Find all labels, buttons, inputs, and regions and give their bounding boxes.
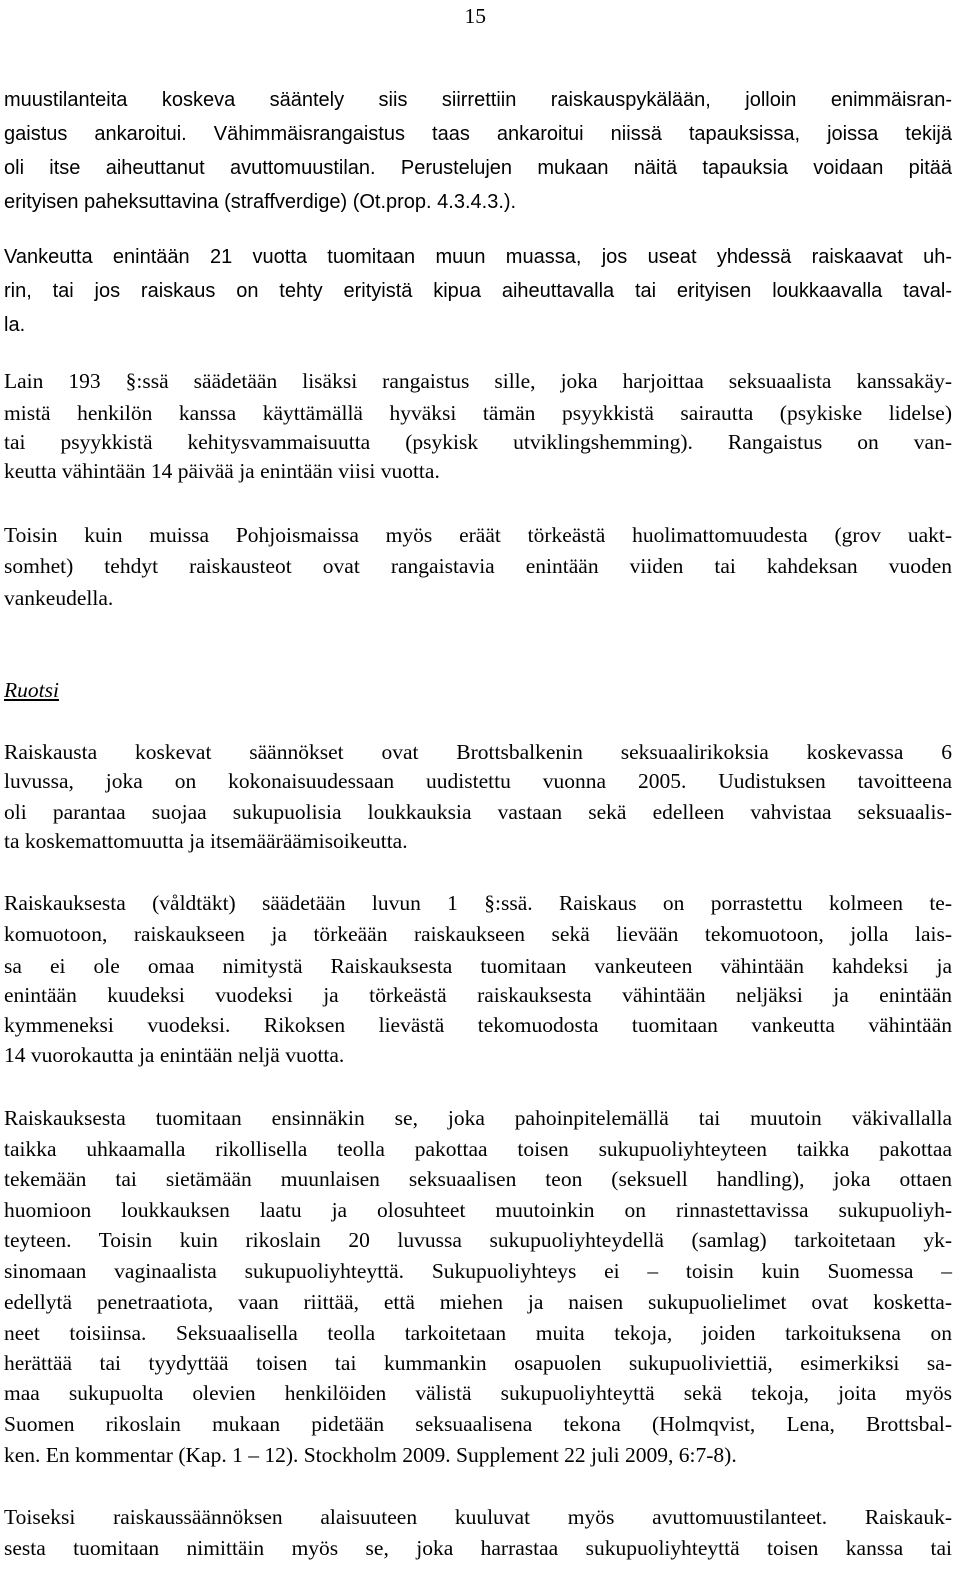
text-line: Lain 193 §:ssä säädetään lisäksi rangaistus sille, joka harjoittaa seksuaalista kanssakäy- xyxy=(4,369,952,393)
text-line: Vankeutta enintään 21 vuotta tuomitaan muun muassa, jos useat yhdessä raiskaavat uh- xyxy=(4,246,952,268)
text-line: oli itse aiheuttanut avuttomuustilan. Perustelujen mukaan näitä tapauksia voidaan pitää xyxy=(4,157,952,179)
text-line: Toisin kuin muissa Pohjoismaissa myös eräät törkeästä huolimattomuudesta (grov uakt- xyxy=(4,523,952,547)
text-line: la. xyxy=(4,314,26,336)
text-line: sesta tuomitaan nimittäin myös se, joka harrastaa sukupuoliyhteyttä toisen kanssa tai xyxy=(4,1536,952,1560)
text-line: sa ei ole omaa nimitystä Raiskauksesta tuomitaan vankeuteen vähintään kahdeksi ja xyxy=(4,954,952,978)
text-line: Raiskauksesta (våldtäkt) säädetään luvun 1 §:ssä. Raiskaus on porrastettu kolmeen te- xyxy=(4,891,952,915)
text-line: somhet) tehdyt raiskausteot ovat rangaistavia enintään viiden tai kahdeksan vuoden xyxy=(4,554,952,578)
text-line: muustilanteita koskeva sääntely siis siirrettiin raiskauspykälään, jolloin enimmäisran- xyxy=(4,89,952,111)
text-line: kymmeneksi vuodeksi. Rikoksen lievästä tekomuodosta tuomitaan vankeutta vähintään xyxy=(4,1013,952,1037)
text-line: luvussa, joka on kokonaisuudessaan uudistettu vuonna 2005. Uudistuksen tavoitteena xyxy=(4,769,952,793)
text-line: taikka uhkaamalla rikollisella teolla pakottaa toisen sukupuoliyhteyteen taikka pakottaa xyxy=(4,1137,952,1161)
text-line: ken. En kommentar (Kap. 1 – 12). Stockholm 2009. Supplement 22 juli 2009, 6:7-8). xyxy=(4,1443,737,1467)
text-line: Raiskausta koskevat säännökset ovat Brottsbalkenin seksuaalirikoksia koskevassa 6 xyxy=(4,740,952,764)
text-line: herättää tai tyydyttää toisen tai kummankin osapuolen sukupuoliviettiä, esimerkiksi sa- xyxy=(4,1351,952,1375)
text-line: edellytä penetraatiota, vaan riittää, että miehen ja naisen sukupuolielimet ovat kosketta- xyxy=(4,1290,952,1314)
text-line: mistä henkilön kanssa käyttämällä hyväksi tämän psyykkistä sairautta (psykiske lidelse) xyxy=(4,401,952,425)
text-line: maa sukupuolta olevien henkilöiden välistä sukupuoliyhteyttä sekä tekoja, joita myös xyxy=(4,1381,952,1405)
text-line: ta koskemattomuutta ja itsemääräämisoikeutta. xyxy=(4,829,408,853)
text-line: komuotoon, raiskaukseen ja törkeään raiskaukseen sekä lievään tekomuotoon, jolla lais- xyxy=(4,922,952,946)
text-line: vankeudella. xyxy=(4,586,114,610)
text-line: erityisen paheksuttavina (straffverdige) (Ot.prop. 4.3.4.3.). xyxy=(4,191,517,213)
text-line: Toiseksi raiskaussäännöksen alaisuuteen kuuluvat myös avuttomuustilanteet. Raiskauk- xyxy=(4,1505,952,1529)
text-line: Suomen rikoslain mukaan pidetään seksuaalisena tekona (Holmqvist, Lena, Brottsbal- xyxy=(4,1412,952,1436)
text-line: teyteen. Toisin kuin rikoslain 20 luvussa sukupuoliyhteydellä (samlag) tarkoitetaan yk- xyxy=(4,1228,952,1252)
text-line: keutta vähintään 14 päivää ja enintään viisi vuotta. xyxy=(4,459,440,483)
page-number: 15 xyxy=(464,4,486,28)
text-line: enintään kuudeksi vuodeksi ja törkeästä raiskauksesta vähintään neljäksi ja enintään xyxy=(4,983,952,1007)
text-line: oli parantaa suojaa sukupuolisia loukkauksia vastaan sekä edelleen vahvistaa seksuaalis- xyxy=(4,800,952,824)
text-line: neet toisiinsa. Seksuaalisella teolla tarkoitetaan muita tekoja, joiden tarkoituksena on xyxy=(4,1321,952,1345)
text-line: Raiskauksesta tuomitaan ensinnäkin se, joka pahoinpitelemällä tai muutoin väkivallalla xyxy=(4,1106,952,1130)
text-line: 14 vuorokautta ja enintään neljä vuotta. xyxy=(4,1043,345,1067)
text-line: huomioon loukkauksen laatu ja olosuhteet muutoinkin on rinnastettavissa sukupuoliyh- xyxy=(4,1198,952,1222)
section-heading: Ruotsi xyxy=(4,678,59,702)
text-line: sinomaan vaginaalista sukupuoliyhteyttä. Sukupuoliyhteys ei – toisin kuin Suomessa – xyxy=(4,1259,952,1283)
text-line: tekemään tai sietämään muunlaisen seksuaalisen teon (seksuell handling), joka ottaen xyxy=(4,1167,952,1191)
text-line: gaistus ankaroitui. Vähimmäisrangaistus taas ankaroitui niissä tapauksissa, joissa tekijä xyxy=(4,123,952,145)
text-line: rin, tai jos raiskaus on tehty erityistä kipua aiheuttavalla tai erityisen loukkaavalla taval- xyxy=(4,280,952,302)
text-line: tai psyykkistä kehitysvammaisuutta (psykisk utviklingshemming). Rangaistus on van- xyxy=(4,430,952,454)
